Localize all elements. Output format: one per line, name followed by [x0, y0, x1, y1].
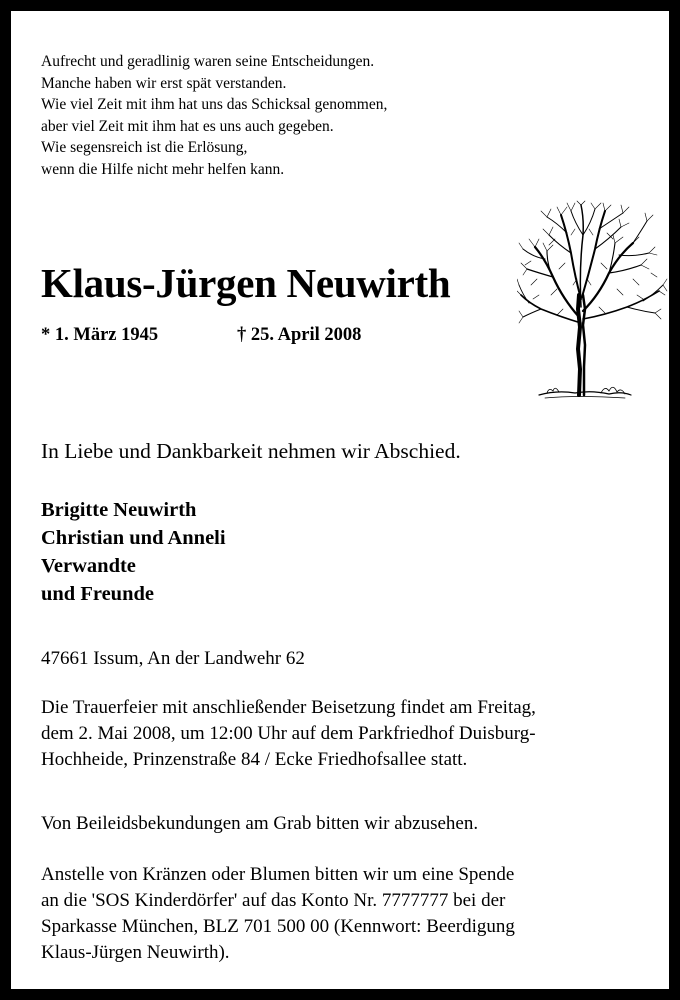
- donation-request: [41, 862, 515, 966]
- mourner-name: Brigitte Neuwirth: [41, 499, 197, 521]
- poem-line: Manche haben wir erst spät verstanden.: [41, 74, 287, 92]
- deceased-name: Klaus-Jürgen Neuwirth: [41, 260, 451, 306]
- mourner-name: und Freunde: [41, 583, 154, 605]
- mourner-name: Christian und Anneli: [41, 527, 226, 549]
- donation-line: Sparkasse München, BLZ 701 500 00 (Kennwort: Beerdigung: [41, 916, 515, 937]
- ceremony-line: dem 2. Mai 2008, um 12:00 Uhr auf dem Parkfriedhof Duisburg-: [41, 723, 536, 744]
- poem-line: wenn die Hilfe nicht mehr helfen kann.: [41, 160, 285, 178]
- donation-line: an die 'SOS Kinderdörfer' auf das Konto Nr. 7777777 bei der: [41, 890, 506, 911]
- poem-line: aber viel Zeit mit ihm hat es uns auch gegeben.: [41, 117, 334, 135]
- ceremony-line: Die Trauerfeier mit anschließender Beisetzung findet am Freitag,: [41, 697, 536, 718]
- farewell-statement: In Liebe und Dankbarkeit nehmen wir Abschied.: [41, 439, 461, 463]
- donation-line: Anstelle von Kränzen oder Blumen bitten wir um eine Spende: [41, 864, 515, 885]
- family-address: 47661 Issum, An der Landwehr 62: [41, 648, 305, 669]
- ceremony-details: [41, 695, 536, 773]
- mourners-list: [41, 496, 226, 608]
- poem-line: Wie viel Zeit mit ihm hat uns das Schicksal genommen,: [41, 96, 388, 113]
- condolence-note: [41, 811, 478, 837]
- poem-line: Aufrecht und geradlinig waren seine Entscheidungen.: [41, 53, 375, 70]
- mourner-name: Verwandte: [41, 555, 136, 577]
- bare-tree-icon: [517, 199, 669, 403]
- ceremony-line: Hochheide, Prinzenstraße 84 / Ecke Friedhofsallee statt.: [41, 749, 468, 770]
- condolence-line: Von Beileidsbekundungen am Grab bitten wir abzusehen.: [41, 813, 479, 834]
- memorial-poem: [41, 51, 541, 180]
- death-date: † 25. April 2008: [237, 325, 362, 345]
- life-dates: [41, 325, 362, 346]
- birth-date: * 1. März 1945: [41, 325, 159, 345]
- poem-line: Wie segensreich ist die Erlösung,: [41, 139, 248, 156]
- donation-line: Klaus-Jürgen Neuwirth).: [41, 942, 230, 963]
